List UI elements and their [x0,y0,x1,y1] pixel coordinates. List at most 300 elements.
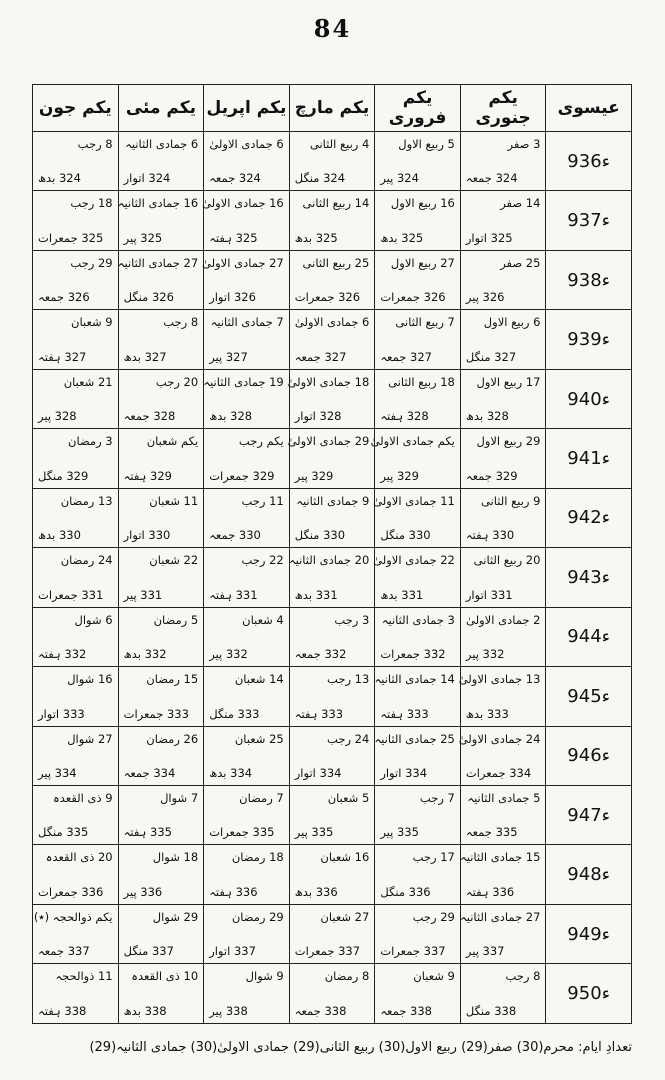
hijri-date: 25 جمادی الثانیہ [374,731,455,746]
date-cell [118,488,204,547]
date-cell [460,369,546,428]
hijri-year-weekday: 331 بدھ [380,587,424,602]
hijri-year-weekday: 337 منگل [123,944,174,959]
hijri-date: 17 رجب [412,850,455,865]
year-label: 945ء [546,667,632,726]
table-row [33,785,632,844]
hijri-date: 5 جمادی الثانیہ [467,790,541,805]
hijri-year-weekday: 330 جمعہ [209,528,261,543]
date-cell [204,132,290,191]
date-cell [118,607,204,666]
hijri-date: 22 رجب [241,553,284,568]
date-cell [118,964,204,1024]
date-cell [460,429,546,488]
hijri-date: 9 شوال [245,969,284,984]
hijri-date: 16 جمادی الاولیٰ [202,196,284,211]
hijri-year-weekday: 331 جمعرات [38,587,104,602]
year-label: 947ء [546,785,632,844]
hijri-date: 29 شوال [152,909,199,924]
hijri-date: 7 رمضان [239,790,284,805]
year-label: 948ء [546,845,632,904]
hijri-year-weekday: 324 پیر [380,171,419,186]
date-cell [460,310,546,369]
hijri-date: 17 ربیع الاول [476,374,541,389]
hijri-date: 3 رمضان [68,434,113,449]
hijri-year-weekday: 324 بدھ [38,171,81,186]
date-cell [33,667,119,726]
year-label: 943ء [546,548,632,607]
header-month-feb: یکم فروری [375,85,461,132]
hijri-date: 9 ذی القعدہ [53,790,113,805]
date-cell [289,607,375,666]
hijri-date: 13 رمضان [60,493,113,508]
hijri-year-weekday: 333 ہفتہ [294,706,344,721]
date-cell [460,132,546,191]
date-cell [118,132,204,191]
date-cell [460,667,546,726]
hijri-date: 29 رجب [70,255,113,270]
date-cell [204,191,290,250]
calendar-table [32,84,632,1024]
hijri-year-weekday: 338 منگل [465,1004,517,1018]
hijri-year-weekday: 324 جمعہ [465,171,518,186]
date-cell [33,726,119,785]
hijri-year-weekday: 338 جمعہ [294,1004,347,1018]
hijri-date: 26 رمضان [146,731,199,746]
hijri-year-weekday: 328 بدھ [209,409,253,424]
hijri-year-weekday: 324 جمعہ [209,171,261,186]
date-cell [375,250,461,309]
hijri-date: 27 جمادی الثانیہ [117,255,199,270]
date-cell [289,429,375,488]
date-cell [204,488,290,547]
hijri-year-weekday: 325 بدھ [294,230,338,245]
hijri-year-weekday: 326 جمعرات [294,290,361,305]
date-cell [33,904,119,963]
hijri-year-weekday: 331 اتوار [465,587,513,602]
hijri-year-weekday: 332 بدھ [123,647,167,662]
date-cell [375,310,461,369]
hijri-year-weekday: 335 جمعہ [465,825,518,840]
date-cell [33,845,119,904]
hijri-date: 11 شعبان [149,493,199,508]
hijri-date: 20 ربیع الثانی [473,553,541,568]
hijri-year-weekday: 332 جمعرات [380,647,446,662]
hijri-year-weekday: 337 جمعہ [38,944,90,959]
hijri-year-weekday: 335 منگل [38,825,89,840]
year-label: 950ء [546,964,632,1024]
date-cell [375,607,461,666]
hijri-date: 22 شعبان [149,553,199,568]
hijri-date: 18 ربیع الثانی [388,374,455,389]
hijri-year-weekday: 329 ہفتہ [123,468,172,483]
table-row [33,726,632,785]
date-cell [375,845,461,904]
hijri-date: 14 شعبان [234,672,284,687]
hijri-year-weekday: 330 منگل [380,528,431,543]
hijri-date: 18 رمضان [231,850,284,865]
date-cell [289,785,375,844]
hijri-year-weekday: 338 جمعہ [380,1004,432,1018]
date-cell [33,132,119,191]
date-cell [33,191,119,250]
hijri-date: 7 جمادی الثانیہ [210,315,284,330]
hijri-date: 27 جمادی الثانیہ [460,909,541,924]
hijri-date: 18 جمادی الاولیٰ [287,374,370,389]
year-label: 940ء [546,369,632,428]
hijri-year-weekday: 324 منگل [294,171,346,186]
table-row [33,369,632,428]
footnote: تعدادِ ایام: محرم(30) صفر(29) ربیع الاول(30) ربیع الثانی(29) جمادی الاولیٰ(30) جمادی الثانیہ(29) [89,1040,632,1055]
hijri-date: 27 شوال [67,731,113,746]
hijri-date: 21 شعبان [63,374,113,389]
hijri-date: 8 رمضان [324,969,370,984]
hijri-date: 16 شوال [67,672,113,687]
date-cell [460,548,546,607]
date-cell [289,369,375,428]
hijri-year-weekday: 333 ہفتہ [380,706,429,721]
date-cell [375,785,461,844]
date-cell [118,369,204,428]
date-cell [289,310,375,369]
date-cell [204,726,290,785]
year-label: 944ء [546,607,632,666]
year-label: 939ء [546,310,632,369]
hijri-year-weekday: 327 پیر [209,349,248,364]
header-era: عیسوی [546,85,632,132]
date-cell [289,845,375,904]
date-cell [118,191,204,250]
date-cell [118,845,204,904]
hijri-date: 29 رمضان [231,909,284,924]
table-row [33,667,632,726]
hijri-date: 6 شوال [74,612,113,627]
date-cell [370,429,461,488]
hijri-year-weekday: 330 اتوار [123,528,171,543]
hijri-year-weekday: 336 منگل [380,884,431,899]
header-month-mar: یکم مارچ [289,85,375,132]
hijri-date: 7 شوال [160,790,199,805]
hijri-year-weekday: 328 اتوار [294,409,342,424]
hijri-year-weekday: 327 جمعہ [380,349,432,364]
hijri-date: 5 ربیع الاول [398,137,455,151]
hijri-year-weekday: 331 بدھ [294,587,338,602]
date-cell [33,429,119,488]
hijri-year-weekday: 331 ہفتہ [209,587,258,602]
hijri-year-weekday: 326 جمعرات [380,290,446,305]
date-cell [204,607,290,666]
date-cell [375,667,461,726]
table-row [33,964,632,1024]
date-cell [375,132,461,191]
hijri-date: 10 ذی القعدہ [131,969,199,984]
date-cell [204,785,290,844]
header-month-may: یکم مئی [118,85,204,132]
hijri-date: یکم رجب [238,434,284,449]
hijri-date: 4 ربیع الثانی [309,137,370,151]
date-cell [375,548,461,607]
hijri-year-weekday: 334 اتوار [380,765,428,780]
date-cell [460,488,546,547]
date-cell [289,667,375,726]
hijri-year-weekday: 335 پیر [380,825,419,840]
hijri-date: 4 شعبان [242,612,284,627]
hijri-date: 24 رجب [327,731,370,746]
date-cell [33,488,119,547]
date-cell [289,191,375,250]
hijri-date: 13 جمادی الاولیٰ [458,672,541,687]
hijri-date: 29 جمادی الاولیٰ [287,434,370,449]
year-label: 937ء [546,191,632,250]
hijri-date: 19 جمادی الثانیہ [203,374,284,389]
date-cell [460,726,546,785]
hijri-date: 6 جمادی الثانیہ [125,137,199,151]
hijri-year-weekday: 336 جمعرات [38,884,104,899]
hijri-date: 18 شوال [152,850,199,865]
date-cell [118,726,204,785]
date-cell [118,904,204,963]
date-cell [375,191,461,250]
hijri-date: 3 صفر [507,137,541,151]
hijri-date: 16 ربیع الاول [390,196,455,211]
date-cell [375,964,461,1024]
hijri-year-weekday: 338 پیر [209,1004,248,1018]
hijri-date: 22 جمادی الاولیٰ [373,553,455,568]
hijri-date: 18 رجب [70,196,113,211]
hijri-date: 16 شعبان [320,850,370,865]
hijri-date: 27 ربیع الاول [390,255,455,270]
hijri-year-weekday: 336 ہفتہ [209,884,258,899]
hijri-date: 9 جمادی الثانیہ [296,493,370,508]
date-cell [33,607,119,666]
date-cell [118,429,204,488]
hijri-date: یکم جمادی الاولیٰ [370,434,455,449]
hijri-date: 25 ربیع الثانی [302,255,370,270]
header-month-jan: یکم جنوری [460,85,546,132]
hijri-year-weekday: 333 منگل [209,706,260,721]
hijri-year-weekday: 326 جمعہ [38,290,90,305]
hijri-year-weekday: 333 بدھ [465,706,509,721]
hijri-date: 6 جمادی الاولیٰ [294,315,370,330]
date-cell [375,369,461,428]
hijri-date: 16 جمادی الثانیہ [117,196,199,211]
date-cell [375,904,461,963]
table-row [33,845,632,904]
hijri-year-weekday: 325 جمعرات [38,230,104,245]
hijri-date: 15 رمضان [146,672,199,687]
hijri-year-weekday: 329 منگل [38,468,89,483]
date-cell [460,964,546,1024]
year-label: 936ء [546,132,632,191]
date-cell [460,250,546,309]
hijri-year-weekday: 327 بدھ [123,349,167,364]
hijri-date: 6 جمادی الاولیٰ [209,137,284,151]
date-cell [33,785,119,844]
table-row [33,904,632,963]
hijri-year-weekday: 334 بدھ [209,765,253,780]
table-row [33,250,632,309]
hijri-date: 24 جمادی الاولیٰ [458,731,541,746]
table-row [33,429,632,488]
hijri-year-weekday: 332 پیر [209,647,248,662]
date-cell [204,845,290,904]
hijri-year-weekday: 332 جمعہ [294,647,347,662]
hijri-year-weekday: 333 جمعرات [123,706,189,721]
year-label: 949ء [546,904,632,963]
hijri-date: 5 شعبان [327,790,370,805]
date-cell [289,548,375,607]
date-cell [289,904,375,963]
hijri-date: 8 رجب [505,969,541,984]
hijri-year-weekday: 333 اتوار [38,706,85,721]
hijri-year-weekday: 330 منگل [294,528,346,543]
hijri-date: 20 رجب [155,374,199,389]
hijri-date: یکم شعبان [146,434,199,449]
date-cell [460,904,546,963]
hijri-year-weekday: 335 ہفتہ [123,825,172,840]
hijri-date: 7 ربیع الثانی [395,315,455,330]
hijri-year-weekday: 338 بدھ [123,1004,167,1018]
table-row [33,548,632,607]
hijri-year-weekday: 332 پیر [465,647,505,662]
date-cell [460,845,546,904]
date-cell [33,964,119,1024]
hijri-year-weekday: 325 اتوار [465,230,513,245]
hijri-year-weekday: 337 جمعرات [294,944,361,959]
hijri-year-weekday: 338 ہفتہ [38,1004,87,1018]
date-cell [204,250,290,309]
hijri-year-weekday: 336 ہفتہ [465,884,515,899]
hijri-date: 20 جمادی الثانیہ [288,553,370,568]
hijri-date: 11 جمادی الاولیٰ [373,493,455,508]
hijri-date: 29 ربیع الاول [476,434,541,449]
date-cell [33,250,119,309]
year-label: 938ء [546,250,632,309]
hijri-date: 14 جمادی الثانیہ [374,672,455,687]
hijri-year-weekday: 327 منگل [465,349,517,364]
hijri-year-weekday: 335 پیر [294,825,334,840]
hijri-date: 25 شعبان [234,731,284,746]
hijri-year-weekday: 332 ہفتہ [38,647,87,662]
date-cell [204,667,290,726]
date-cell [460,191,546,250]
date-cell [118,250,204,309]
date-cell [289,964,375,1024]
hijri-date: 8 رجب [77,137,113,151]
date-cell [460,785,546,844]
hijri-year-weekday: 335 جمعرات [209,825,275,840]
date-cell [33,548,119,607]
hijri-year-weekday: 328 ہفتہ [380,409,429,424]
hijri-year-weekday: 325 بدھ [380,230,424,245]
hijri-year-weekday: 326 پیر [465,290,505,305]
hijri-year-weekday: 329 پیر [380,468,419,483]
date-cell [289,250,375,309]
hijri-year-weekday: 326 منگل [123,290,174,305]
hijri-year-weekday: 327 جمعہ [294,349,347,364]
table-row [33,488,632,547]
hijri-year-weekday: 328 بدھ [465,409,509,424]
table-row [33,132,632,191]
date-cell [375,488,461,547]
hijri-date: 11 ذوالحجہ [55,969,113,984]
hijri-year-weekday: 330 ہفتہ [465,528,515,543]
date-cell [289,132,375,191]
hijri-date: 3 رجب [334,612,370,627]
hijri-year-weekday: 336 پیر [123,884,163,899]
page-number: 84 [313,14,352,43]
hijri-year-weekday: 331 پیر [123,587,163,602]
hijri-year-weekday: 329 جمعہ [465,468,518,483]
table-row [33,607,632,666]
hijri-year-weekday: 325 پیر [123,230,163,245]
date-cell [460,607,546,666]
hijri-date: 13 رجب [327,672,370,687]
date-cell [118,667,204,726]
hijri-date: 27 جمادی الاولیٰ [202,255,284,270]
header-row [33,85,632,132]
year-label: 942ء [546,488,632,547]
date-cell [118,310,204,369]
hijri-year-weekday: 329 پیر [294,468,334,483]
hijri-date: 11 رجب [241,493,284,508]
hijri-date: 25 صفر [500,255,541,270]
table-row [33,191,632,250]
hijri-year-weekday: 336 بدھ [294,884,338,899]
hijri-year-weekday: 330 بدھ [38,528,81,543]
hijri-date: یکم ذوالحجہ (٭) [33,909,113,924]
hijri-date: 14 صفر [500,196,541,211]
hijri-date: 24 رمضان [60,553,113,568]
hijri-date: 15 جمادی الثانیہ [460,850,541,865]
hijri-date: 7 رجب [419,790,455,805]
hijri-year-weekday: 328 پیر [38,409,77,424]
date-cell [33,369,119,428]
date-cell [204,310,290,369]
date-cell [204,429,290,488]
hijri-year-weekday: 329 جمعرات [209,468,275,483]
hijri-date: 29 رجب [412,909,455,924]
date-cell [289,488,375,547]
hijri-year-weekday: 334 جمعرات [465,765,532,780]
hijri-year-weekday: 328 جمعہ [123,409,176,424]
hijri-year-weekday: 334 اتوار [294,765,342,780]
hijri-date: 27 شعبان [320,909,370,924]
date-cell [204,964,290,1024]
hijri-date: 9 ربیع الثانی [480,493,541,508]
table-row [33,310,632,369]
date-cell [204,548,290,607]
year-label: 946ء [546,726,632,785]
date-cell [289,726,375,785]
hijri-year-weekday: 324 اتوار [123,171,171,186]
date-cell [118,785,204,844]
hijri-date: 9 شعبان [413,969,455,984]
hijri-date: 6 ربیع الاول [483,315,541,330]
hijri-year-weekday: 337 اتوار [209,944,256,959]
year-label: 941ء [546,429,632,488]
hijri-year-weekday: 337 پیر [465,944,505,959]
date-cell [118,548,204,607]
date-cell [375,726,461,785]
hijri-date: 2 جمادی الاولیٰ [466,612,541,627]
hijri-year-weekday: 334 جمعہ [123,765,176,780]
date-cell [204,369,290,428]
date-cell [33,310,119,369]
hijri-date: 20 ذی القعدہ [45,850,113,865]
header-month-apr: یکم اپریل [204,85,290,132]
hijri-date: 14 ربیع الثانی [302,196,370,211]
